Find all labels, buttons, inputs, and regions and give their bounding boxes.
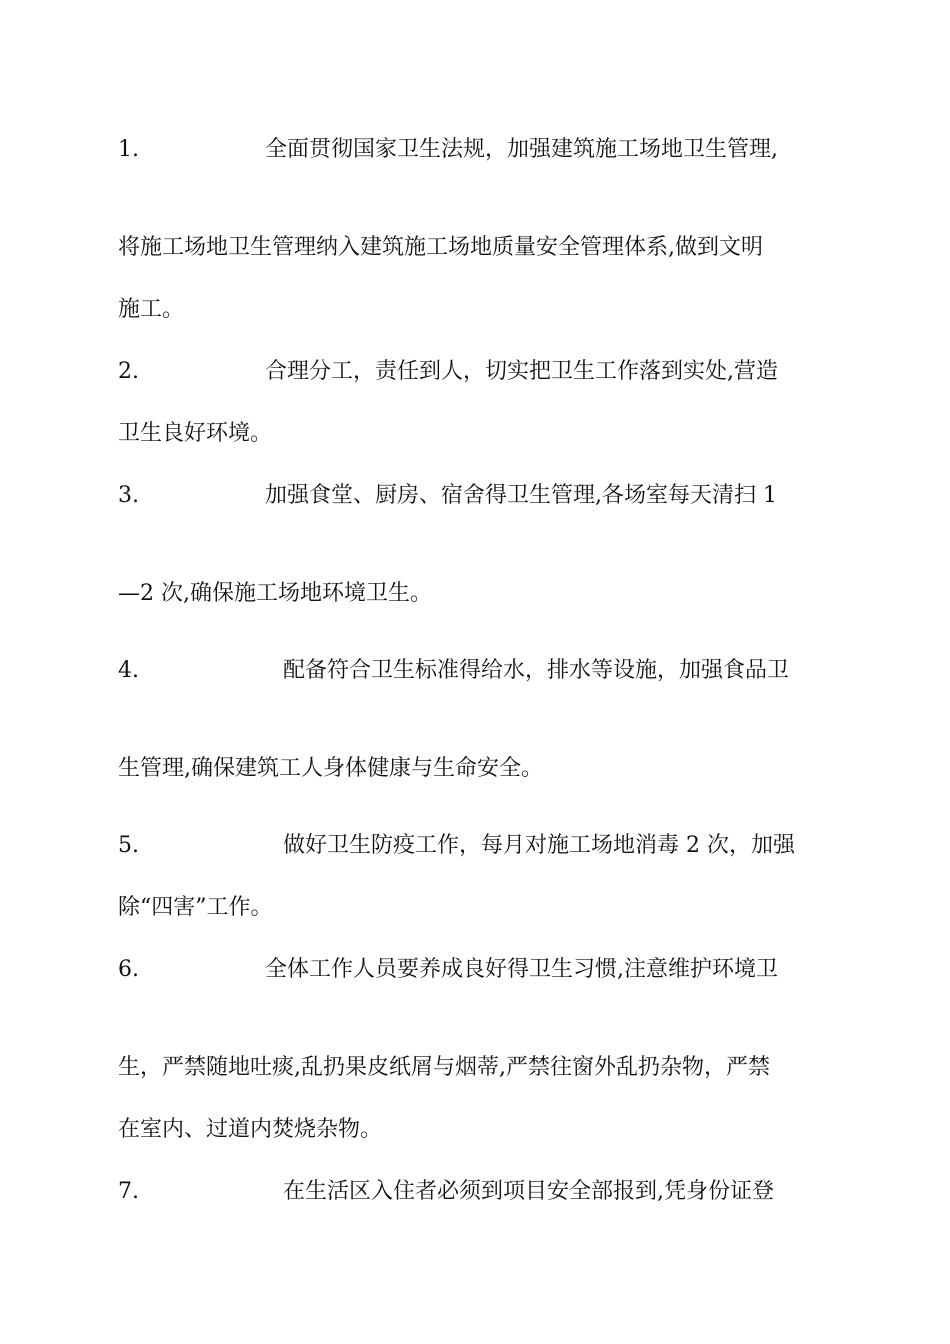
item-continuation-line: 在室内、过道内焚烧杂物。 bbox=[118, 1117, 383, 1142]
item-first-line: 做好卫生防疫工作，每月对施工场地消毒 2 次，加强 bbox=[283, 833, 795, 858]
item-number: 1. bbox=[118, 137, 139, 162]
item-first-line: 在生活区入住者必须到项目安全部报到,凭身份证登 bbox=[283, 1179, 774, 1204]
item-continuation-line: 将施工场地卫生管理纳入建筑施工场地质量安全管理体系,做到文明 bbox=[118, 235, 763, 260]
item-number: 3. bbox=[118, 483, 139, 508]
item-first-line: 合理分工，责任到人，切实把卫生工作落到实处,营造 bbox=[265, 359, 778, 384]
item-first-line: 全面贯彻国家卫生法规，加强建筑施工场地卫生管理, bbox=[265, 137, 778, 162]
item-continuation-line: 卫生良好环境。 bbox=[118, 421, 273, 446]
item-first-line: 配备符合卫生标准得给水，排水等设施，加强食品卫 bbox=[283, 658, 790, 683]
item-continuation-line: 生，严禁随地吐痰,乱扔果皮纸屑与烟蒂,严禁往窗外乱扔杂物，严禁 bbox=[118, 1055, 770, 1080]
item-number: 7. bbox=[118, 1179, 139, 1204]
item-number: 4. bbox=[118, 658, 139, 683]
item-number: 5. bbox=[118, 833, 139, 858]
item-continuation-line: 生管理,确保建筑工人身体健康与生命安全。 bbox=[118, 756, 543, 781]
item-first-line: 加强食堂、厨房、宿舍得卫生管理,各场室每天清扫 1 bbox=[265, 483, 777, 508]
item-first-line: 全体工作人员要养成良好得卫生习惯,注意维护环境卫 bbox=[265, 957, 778, 982]
item-continuation-line: —2 次,确保施工场地环境卫生。 bbox=[118, 581, 432, 606]
item-continuation-line: 除“四害”工作。 bbox=[118, 895, 273, 920]
item-number: 2. bbox=[118, 359, 139, 384]
item-number: 6. bbox=[118, 957, 139, 982]
item-continuation-line: 施工。 bbox=[118, 297, 185, 322]
